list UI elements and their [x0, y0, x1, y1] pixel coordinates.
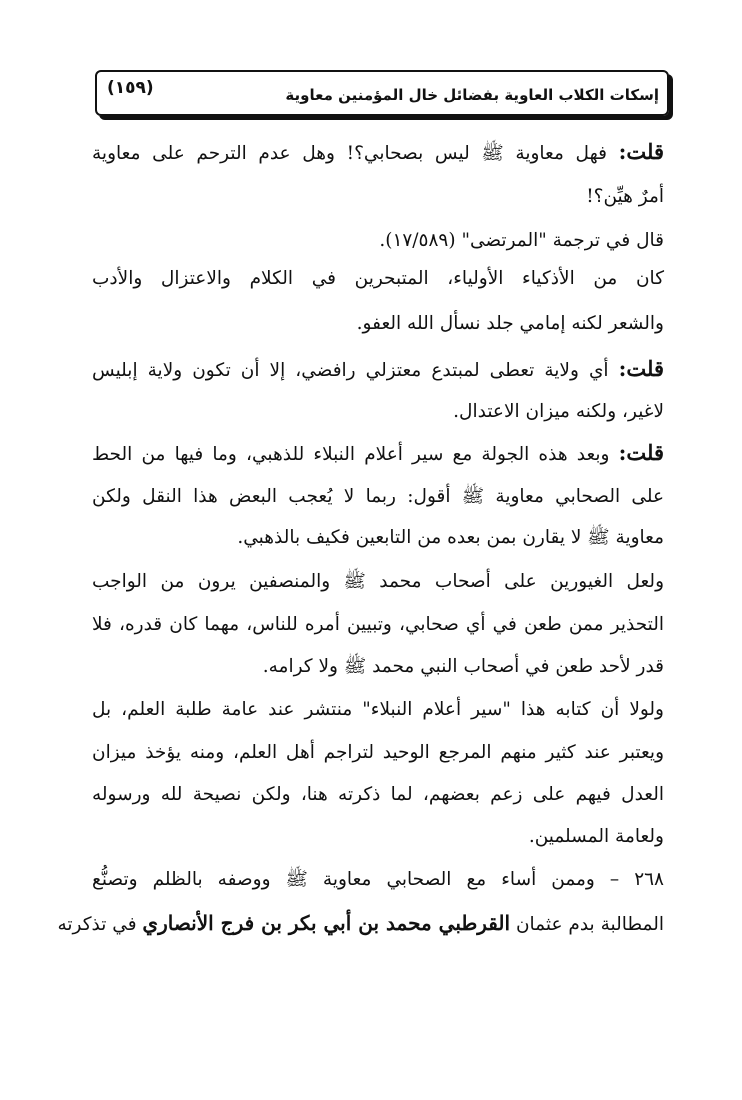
text-line — [92, 568, 664, 598]
text-line — [92, 310, 664, 340]
text-run: قدر لأحد طعن في أصحاب النبي محمد ﷺ ولا كرامه. — [262, 656, 664, 677]
text-run: المطالبة بدم عثمان — [510, 914, 664, 935]
text-line — [92, 265, 664, 295]
text-line — [92, 781, 664, 811]
text-run: ولعل الغيورين على أصحاب محمد ﷺ والمنصفين يرون من الواجب — [92, 571, 664, 592]
header-title: إسكات الكلاب العاوية بفضائل خال المؤمنين معاوية — [285, 86, 659, 104]
text-line — [92, 739, 664, 769]
text-run: قال في ترجمة "المرتضى" (١٧/٥٨٩). — [379, 230, 664, 251]
text-line — [92, 355, 664, 385]
text-run: كان من الأذكياء الأولياء، المتبحرين في الكلام والاعتزال والأدب — [92, 268, 664, 289]
text-run: التحذير ممن طعن في أي صحابي، وتبيين أمره للناس، مهما كان قدره، فلا — [92, 614, 664, 635]
text-line — [92, 183, 664, 213]
lead-word: قلت: — [618, 139, 664, 164]
text-run: فهل معاوية ﷺ ليس بصحابي؟! وهل عدم الترحم على معاوية — [92, 143, 619, 164]
text-run: أي ولاية تعطى لمبتدع معتزلي رافضي، إلا أن تكون ولاية إبليس — [92, 360, 619, 381]
text-run: في تذكرته — [57, 914, 143, 935]
text-line — [92, 398, 664, 428]
text-run: ويعتبر عند كثير منهم المرجع الوحيد لتراجم أهل العلم، ومنه يؤخذ ميزان — [92, 742, 664, 763]
text-run: ٢٦٨ – وممن أساء مع الصحابي معاوية ﷺ ووصفه بالظلم وتصنُّع — [92, 869, 664, 890]
text-line — [92, 227, 664, 257]
bold-name: القرطبي محمد بن أبي بكر بن فرج الأنصاري — [142, 911, 511, 935]
lead-word: قلت: — [618, 440, 664, 465]
text-line — [92, 866, 664, 896]
text-line — [92, 439, 664, 469]
text-line — [92, 611, 664, 641]
text-line — [92, 823, 664, 853]
lead-word: قلت: — [618, 356, 664, 381]
text-run: وبعد هذه الجولة مع سير أعلام النبلاء للذهبي، وما فيها من الحط — [92, 444, 619, 465]
text-line — [92, 483, 664, 513]
running-header — [95, 70, 669, 116]
text-line — [92, 653, 664, 683]
text-run: لاغير، ولكنه ميزان الاعتدال. — [453, 401, 664, 422]
text-run: ولعامة المسلمين. — [528, 826, 664, 847]
text-line — [92, 138, 664, 168]
text-line — [92, 696, 664, 726]
text-run: على الصحابي معاوية ﷺ أقول: ربما لا يُعجب البعض هذا النقل ولكن — [92, 486, 664, 507]
text-run: أمرٌ هيِّن؟! — [586, 186, 664, 207]
text-line — [57, 909, 664, 939]
text-run: معاوية ﷺ لا يقارن بمن بعده من التابعين فكيف بالذهبي. — [237, 527, 664, 548]
text-line — [92, 524, 664, 554]
text-run: ولولا أن كتابه هذا "سير أعلام النبلاء" منتشر عند عامة طلبة العلم، بل — [92, 699, 664, 720]
page-number: (١٥٩) — [107, 78, 154, 98]
text-run: العدل فيهم على زعم بعضهم، لما ذكرته هنا، ولكن نصيحة لله ورسوله — [92, 784, 664, 805]
text-run: والشعر لكنه إمامي جلد نسأل الله العفو. — [356, 313, 664, 334]
